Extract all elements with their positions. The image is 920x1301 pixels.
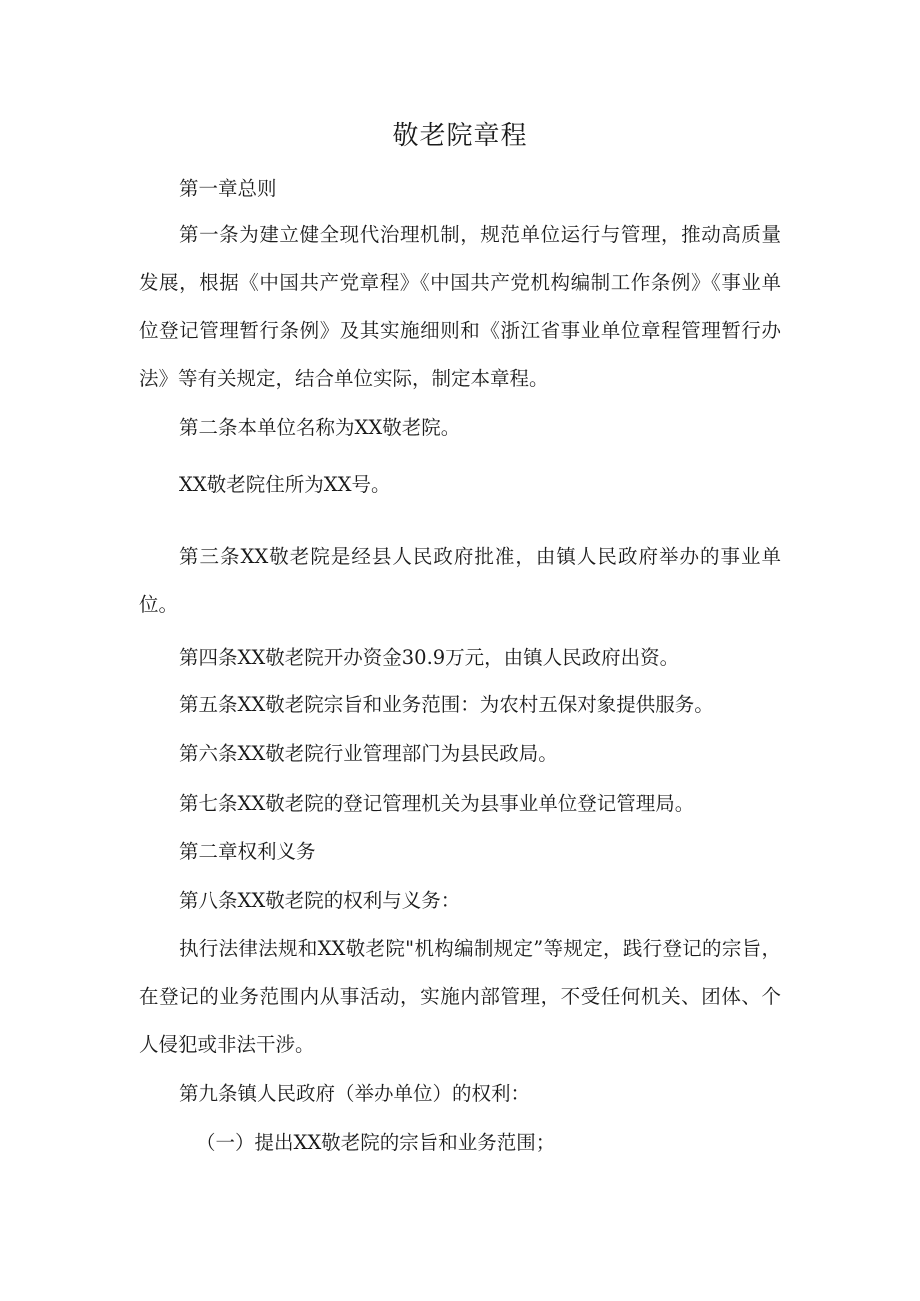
article-2: 第二条本单位名称为XX敬老院。 — [179, 416, 461, 439]
article-8-body: 执行法律法规和XX敬老院"机构编制规定”等规定，践行登记的宗旨，在登记的业务范围内从事活动，实施内部管理，不受任何机关、团体、个人侵犯或非法干涉。 — [139, 937, 781, 1056]
article-1: 第一条为建立健全现代治理机制，规范单位运行与管理，推动高质量发展，根据《中国共产党章程》《中国共产党机构编制工作条例》《事业单位登记管理暂行条例》及其实施细则和《浙江省事业单位章程管理暂行办法》等有关规定，结合单位实际，制定本章程。 — [139, 223, 781, 390]
chapter-heading-2: 第二章权利义务 — [179, 840, 316, 863]
article-5: 第五条XX敬老院宗旨和业务范围：为农村五保对象提供服务。 — [179, 693, 714, 716]
article-9-item-1: （一）提出XX敬老院的宗旨和业务范围； — [196, 1131, 556, 1154]
article-4: 第四条XX敬老院开办资金30.9万元，由镇人民政府出资。 — [179, 646, 680, 669]
chapter-heading-1: 第一章总则 — [179, 177, 277, 200]
article-8: 第八条XX敬老院的权利与义务： — [179, 889, 461, 912]
article-9: 第九条镇人民政府（举办单位）的权利： — [179, 1082, 531, 1105]
article-6: 第六条XX敬老院行业管理部门为县民政局。 — [179, 742, 558, 765]
article-7: 第七条XX敬老院的登记管理机关为县事业单位登记管理局。 — [179, 792, 695, 815]
article-2-address: XX敬老院住所为XX号。 — [179, 473, 391, 496]
article-3: 第三条XX敬老院是经县人民政府批准，由镇人民政府举办的事业单位。 — [139, 545, 781, 616]
document-title: 敬老院章程 — [392, 121, 528, 151]
